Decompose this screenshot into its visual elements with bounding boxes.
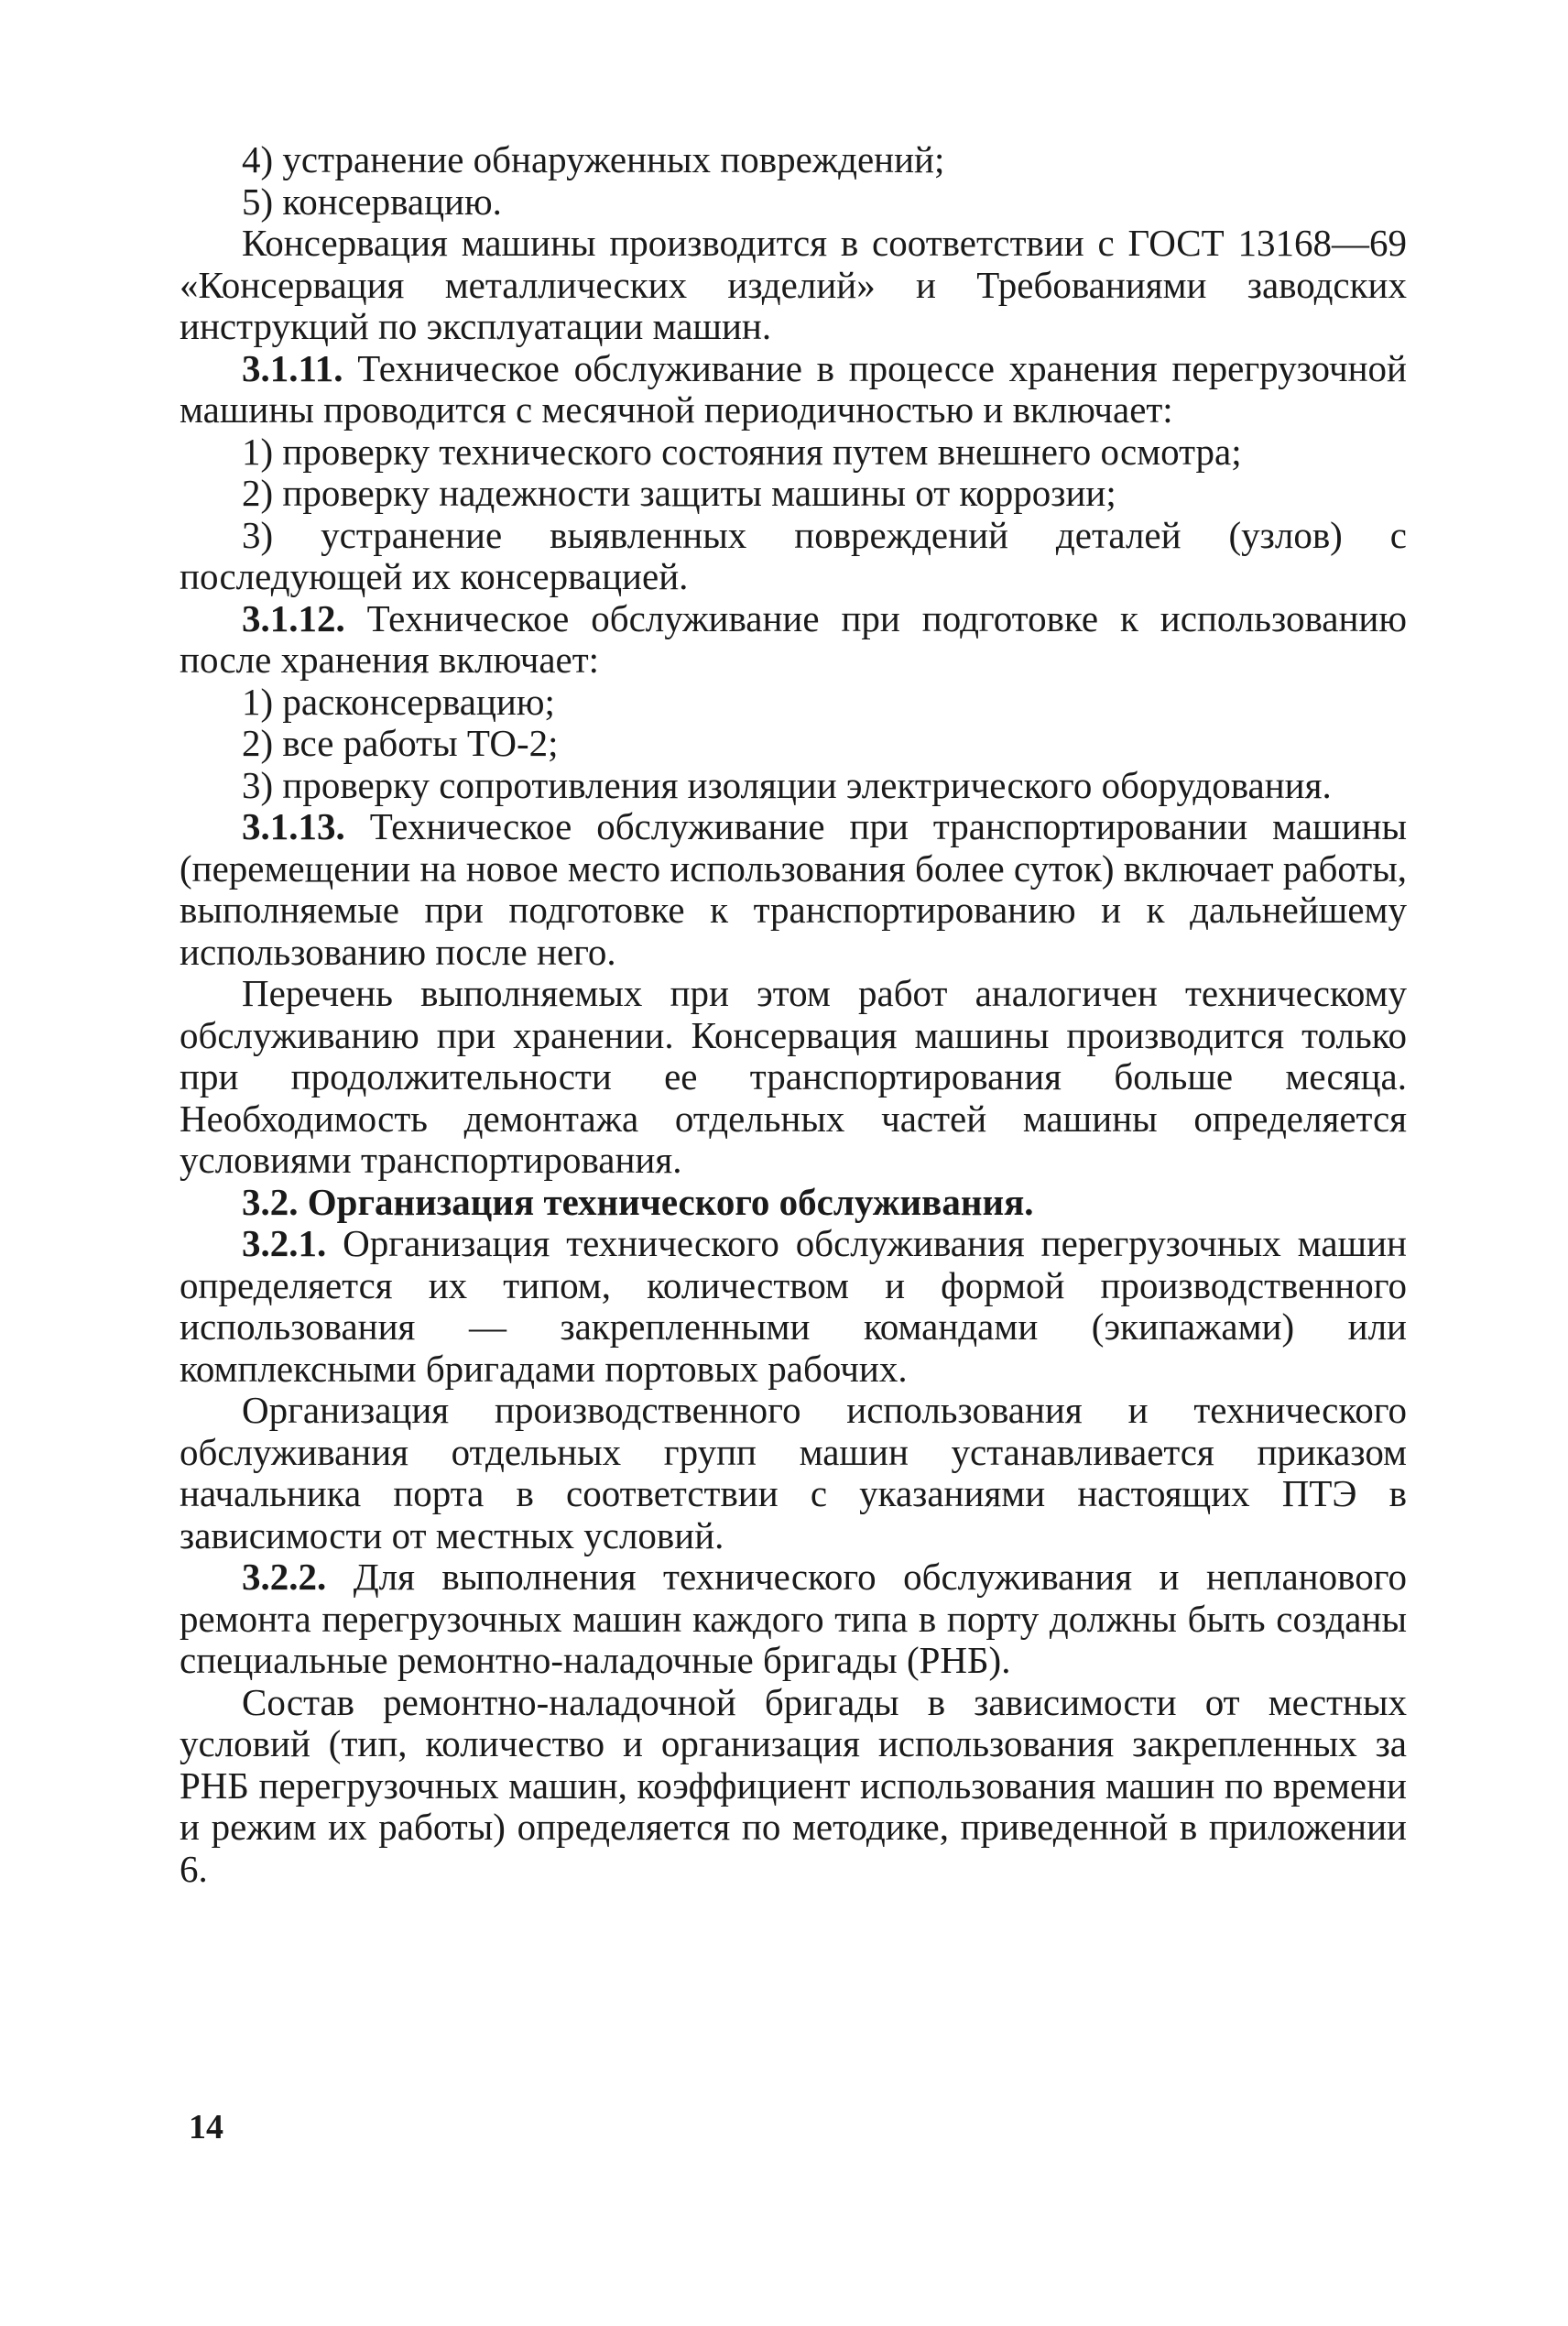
section-3-1-13: 3.1.13. Техническое обслуживание при транспортировании машины (перемещении на новое место использования более суток) включает работы, выполняемые при подготовке к транспортированию и к дальнейшему использованию после него. (180, 805, 1407, 973)
paragraph-list-of-works: Перечень выполняемых при этом работ аналогичен техническому обслуживанию при хранении. Консервация машины производится только при продолжительности ее транспортирования больше месяца. Необходимость демонтажа отдельных частей машины определяется условиями транспортирования. (180, 972, 1407, 1181)
section-number: 3.2.1. (242, 1222, 327, 1264)
paragraph-organization: Организация производственного использования и технического обслуживания отдельных групп машин устанавливается приказом начальника порта в соответствии с указаниями настоящих ПТЭ в зависимости от местных условий. (180, 1389, 1407, 1556)
section-number: 3.1.12. (242, 596, 345, 639)
section-3-1-12: 3.1.12. Техническое обслуживание при подготовке к использованию после хранения включает: (180, 596, 1407, 681)
paragraph-brigade-composition: Состав ремонтно-наладочной бригады в зависимости от местных условий (тип, количество и организация использования закрепленных за РНБ перегрузочных машин, коэффициент использования машин по времени и режим их работы) определяется по методике, приведенной в приложении 6. (180, 1680, 1407, 1890)
section-heading-3-2: 3.2. Организация технического обслуживания. (242, 1180, 1034, 1223)
list-item-5: 5) консервацию. (242, 180, 502, 223)
section-number: 3.2.2. (242, 1556, 327, 1598)
list-item-2: 2) проверку надежности защиты машины от коррозии; (242, 472, 1116, 514)
paragraph-conservation: Консервация машины производится в соответствии с ГОСТ 13168—69 «Консервация металлических изделий» и Требованиями заводских инструкций по эксплуатации машин. (180, 222, 1407, 347)
page-number: 14 (189, 2108, 223, 2146)
section-3-1-11: 3.1.11. Техническое обслуживание в процессе хранения перегрузочной машины проводится с месячной периодичностью и включает: (180, 346, 1407, 431)
list-item-2: 2) все работы ТО-2; (242, 722, 559, 764)
body-text (180, 139, 1407, 1890)
list-item-4: 4) устранение обнаруженных повреждений; (242, 138, 945, 180)
list-item-3: 3) проверку сопротивления изоляции электрического оборудования. (242, 763, 1332, 806)
section-3-2-2: 3.2.2. Для выполнения технического обслуживания и непланового ремонта перегрузочных машин каждого типа в порту должны быть созданы специальные ремонтно-наладочные бригады (РНБ). (180, 1556, 1407, 1681)
section-3-2-1: 3.2.1. Организация технического обслуживания перегрузочных машин определяется их типом, количеством и формой производственного использования — закрепленными командами (экипажами) или комплексными бригадами портовых рабочих. (180, 1222, 1407, 1390)
list-item-3: 3) устранение выявленных повреждений деталей (узлов) с последующей их консервацией. (180, 513, 1407, 597)
list-item-1: 1) проверку технического состояния путем внешнего осмотра; (242, 430, 1242, 473)
section-number: 3.1.11. (242, 346, 343, 389)
section-number: 3.1.13. (242, 805, 345, 847)
section-number: 3.2. (242, 1180, 299, 1223)
list-item-1: 1) расконсервацию; (242, 680, 555, 723)
